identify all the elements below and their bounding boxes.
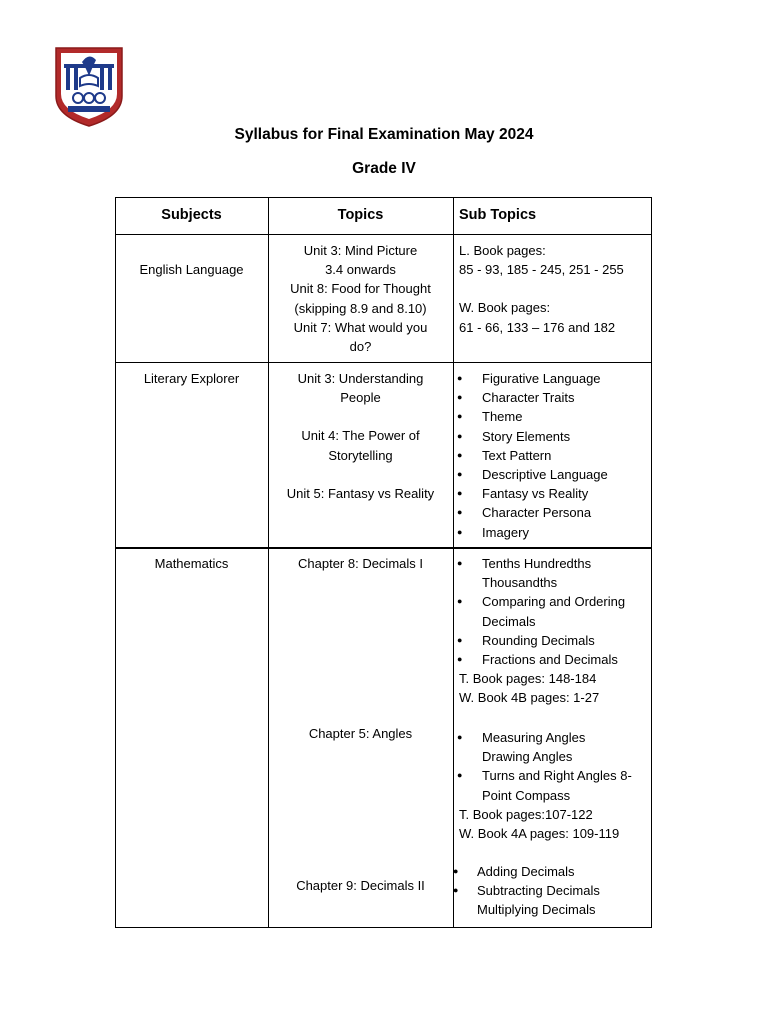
topic-line: Unit 4: The Power of: [301, 428, 420, 444]
subtopic-line: L. Book pages:: [459, 243, 546, 258]
topic-line: 3.4 onwards: [325, 262, 396, 278]
list-item: ● Character Persona: [453, 503, 651, 522]
subtopic-line: 61 - 66, 133 – 176 and 182: [459, 319, 616, 335]
list-item-line: Thousandths: [482, 575, 558, 591]
list-item: ● Character Traits: [453, 388, 651, 407]
subtopics-english: [459, 241, 649, 337]
topics-english: [268, 241, 453, 356]
list-item: [453, 862, 651, 881]
list-item-line: Decimals: [482, 613, 536, 629]
page-reference: W. Book 4B pages: 1-27: [459, 690, 600, 706]
document-title: Syllabus for Final Examination May 2024: [234, 126, 534, 143]
subtopics-literary: [453, 369, 651, 542]
topic-chapter-9: Chapter 9: Decimals II: [296, 878, 425, 893]
subtopics-chapter-8: [453, 554, 651, 708]
header-subtopics: Sub Topics: [459, 207, 537, 223]
header-subjects: Subjects: [161, 207, 222, 223]
list-item-line: ● Subtracting Decimals: [477, 883, 600, 899]
list-item-line: ● Turns and Right Angles 8-: [482, 768, 632, 784]
subject-english: English Language: [139, 262, 244, 277]
table-row-divider: [115, 234, 652, 235]
table-row-divider: [115, 547, 652, 549]
topic-line: (skipping 8.9 and 8.10): [294, 300, 427, 316]
topic-line: Unit 3: Mind Picture: [303, 243, 418, 258]
list-item-line: ● Comparing and Ordering: [482, 594, 626, 610]
topic-line: Unit 7: What would you: [293, 319, 428, 335]
list-item: ● Imagery: [453, 523, 651, 542]
list-item-line: ● Tenths Hundredths: [482, 556, 592, 571]
table-border-bottom: [115, 927, 652, 928]
topic-chapter-5: Chapter 5: Angles: [308, 726, 413, 741]
list-item-line: ● Measuring Angles: [482, 730, 586, 745]
topics-literary: [268, 369, 453, 503]
list-item: [453, 631, 651, 650]
topic-line: do?: [349, 339, 372, 355]
page-reference: T. Book pages:107-122: [459, 806, 593, 822]
topic-chapter-8: Chapter 8: Decimals I: [298, 556, 423, 571]
list-item: ● Story Elements: [453, 427, 651, 446]
topic-line: Unit 3: Understanding: [297, 371, 424, 386]
list-item: ● Figurative Language: [453, 369, 651, 388]
topic-line: Unit 8: Food for Thought: [290, 281, 431, 297]
list-item: [453, 881, 651, 919]
subtopics-chapter-9: [453, 862, 651, 920]
grade-heading: Grade IV: [352, 160, 416, 177]
topic-line: People: [340, 390, 381, 406]
list-item-line: Multiplying Decimals: [477, 902, 596, 918]
table-border-top: [115, 197, 652, 198]
page-reference: T. Book pages: 148-184: [459, 671, 597, 687]
table-row-divider: [115, 362, 652, 363]
list-item-line: ● Fractions and Decimals: [482, 652, 618, 668]
subtopics-chapter-5: [453, 728, 651, 843]
topic-line: Storytelling: [328, 447, 393, 463]
bullet-list: [453, 554, 651, 669]
bullet-list: [453, 728, 651, 805]
table-border-right: [651, 197, 652, 928]
list-item: [453, 592, 651, 630]
list-item: [453, 650, 651, 669]
school-crest-logo: [54, 46, 124, 128]
list-item: ● Text Pattern: [453, 446, 651, 465]
subject-mathematics: Mathematics: [154, 556, 229, 571]
list-item-line: Drawing Angles: [482, 749, 573, 765]
list-item: [453, 728, 651, 766]
syllabus-table: [115, 197, 652, 928]
header-topics: Topics: [337, 207, 384, 223]
subtopic-line: W. Book pages:: [459, 300, 551, 316]
list-item-line: ● Rounding Decimals: [482, 632, 595, 648]
topic-line: Unit 5: Fantasy vs Reality: [286, 485, 435, 501]
subject-literary-explorer: Literary Explorer: [143, 371, 240, 386]
subtopic-line: 85 - 93, 185 - 245, 251 - 255: [459, 262, 624, 278]
list-item: [453, 554, 651, 592]
list-item: ● Fantasy vs Reality: [453, 484, 651, 503]
list-item: ● Descriptive Language: [453, 465, 651, 484]
page-reference: W. Book 4A pages: 109-119: [459, 826, 620, 842]
list-item-line: Point Compass: [482, 787, 571, 803]
list-item: [453, 766, 651, 804]
bullet-list: [453, 862, 651, 920]
list-item-line: ● Adding Decimals: [477, 864, 575, 879]
list-item: ● Theme: [453, 407, 651, 426]
